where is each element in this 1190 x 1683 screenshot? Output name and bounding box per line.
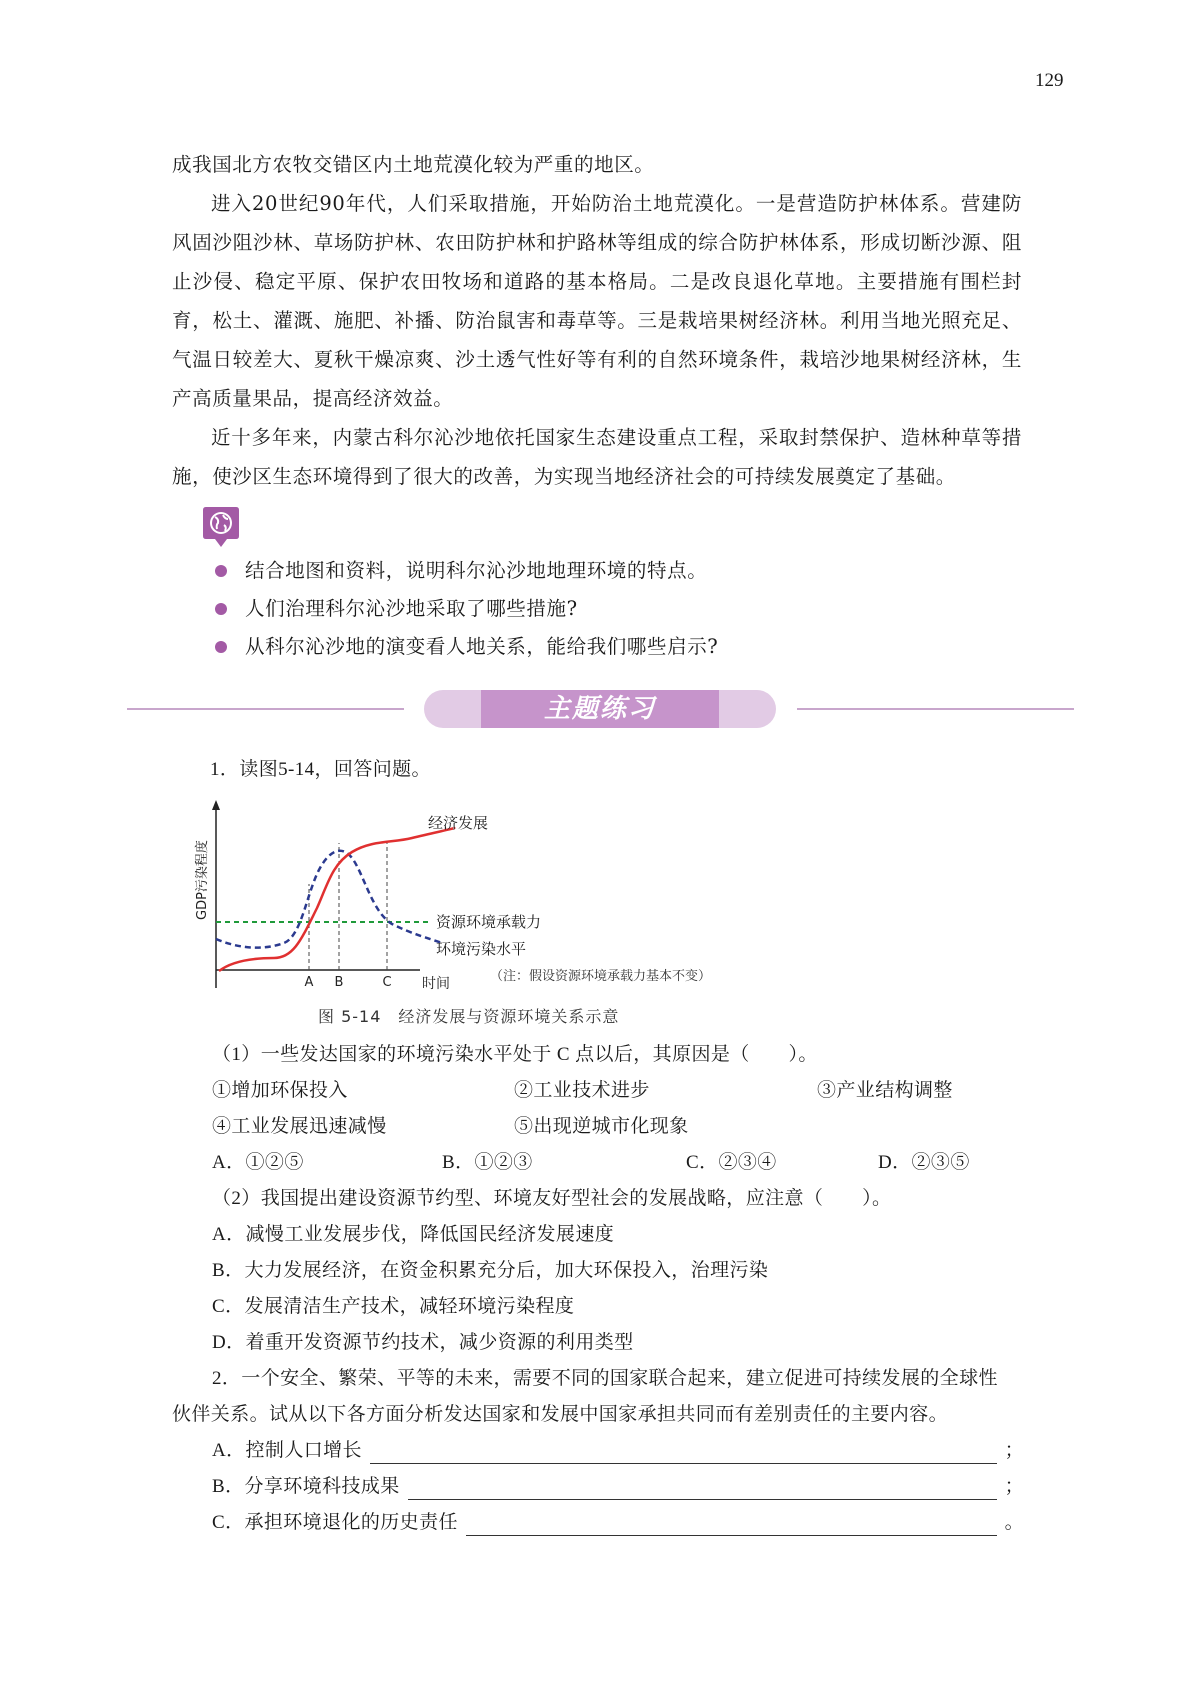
q1-choice-b: B．①②③ — [442, 1152, 533, 1173]
q2-answer-blank-c[interactable] — [466, 1511, 997, 1536]
q2-answer-blank-b[interactable] — [408, 1475, 997, 1500]
think-globe-icon — [197, 506, 245, 548]
y-axis-label: GDP污染程度 — [195, 840, 210, 920]
legend-carrying-capacity: 资源环境承载力 — [436, 913, 542, 931]
y-axis-arrow — [212, 800, 220, 810]
tick-label-a: A — [304, 975, 314, 990]
tick-label-b: B — [334, 975, 344, 990]
q1-option-1: ①增加环保投入 — [212, 1080, 348, 1101]
q1-sub1-stem: （1）一些发达国家的环境污染水平处于 C 点以后，其原因是（ ）。 — [212, 1044, 818, 1065]
page-number: 129 — [1035, 70, 1064, 91]
q2-answer-blank-a[interactable] — [370, 1439, 997, 1464]
q1-sub2-choice-c: C．发展清洁生产技术，减轻环境污染程度 — [212, 1296, 575, 1317]
list-item: 结合地图和资料，说明科尔沁沙地地理环境的特点。 — [215, 552, 718, 590]
q1-sub2-stem: （2）我国提出建设资源节约型、环境友好型社会的发展战略，应注意（ ）。 — [212, 1188, 892, 1209]
legend-economic-development: 经济发展 — [428, 814, 489, 832]
q2-item-b — [212, 1469, 1024, 1505]
q2-item-c-end: 。 — [1004, 1512, 1024, 1533]
list-item: 人们治理科尔沁沙地采取了哪些措施? — [215, 590, 718, 628]
q2-item-a — [212, 1433, 1024, 1469]
q1-option-2: ②工业技术进步 — [514, 1080, 650, 1101]
section-divider-right — [797, 708, 1074, 710]
economic-development-curve — [219, 828, 454, 971]
q2-item-b-label: B．分享环境科技成果 — [212, 1476, 400, 1497]
section-title: 主题练习 — [543, 694, 656, 724]
q2-item-c — [212, 1505, 1024, 1541]
pollution-curve — [216, 851, 442, 948]
bullet-icon — [215, 565, 227, 577]
x-axis-label: 时间 — [422, 976, 450, 992]
q1-sub2-choice-b: B．大力发展经济，在资金积累充分后，加大环保投入，治理污染 — [212, 1260, 769, 1281]
legend-pollution-level: 环境污染水平 — [436, 940, 527, 958]
q1-intro: 1．读图5-14，回答问题。 — [210, 759, 431, 780]
paragraph-continuation: 成我国北方农牧交错区内土地荒漠化较为严重的地区。 — [172, 153, 655, 176]
section-divider-left — [127, 708, 404, 710]
bullet-icon — [215, 603, 227, 615]
body-text — [172, 145, 1022, 496]
q2-item-b-end: ； — [1004, 1476, 1024, 1497]
q1-choice-d: D．②③⑤ — [878, 1152, 970, 1173]
paragraph-measures: 进入20世纪90年代，人们采取措施，开始防治土地荒漠化。一是营造防护林体系。营建防风固沙阻沙林、草场防护林、农田防护林和护路林等组成的综合防护林体系，形成切断沙源、阻止沙侵、稳定平原、保护农田牧场和道路的基本格局。二是改良退化草地。主要措施有围栏封育，松土、灌溉、施肥、补播、防治鼠害和毒草等。三是栽培果树经济林。利用当地光照充足、气温日较差大、夏秋干燥凉爽、沙土透气性好等有利的自然环境条件，栽培沙地果树经济林，生产高质量果品，提高经济效益。 — [172, 192, 1022, 410]
bullet-icon — [215, 641, 227, 653]
q1-sub2-choice-d: D．着重开发资源节约技术，减少资源的利用类型 — [212, 1332, 634, 1353]
q1-option-3: ③产业结构调整 — [817, 1080, 953, 1101]
figure-caption: 图 5-14 经济发展与资源环境关系示意 — [318, 1007, 620, 1026]
q2-item-a-label: A．控制人口增长 — [212, 1440, 362, 1461]
figure-5-14 — [192, 798, 792, 994]
list-item: 从科尔沁沙地的演变看人地关系，能给我们哪些启示? — [215, 628, 718, 666]
q1-choice-c: C．②③④ — [686, 1152, 777, 1173]
q1-option-4: ④工业发展迅速减慢 — [212, 1116, 387, 1137]
think-question-list — [215, 552, 718, 666]
tick-label-c: C — [382, 975, 392, 990]
chart-note: （注：假设资源环境承载力基本不变） — [490, 969, 712, 984]
q2-stem-line1: 2．一个安全、繁荣、平等的未来，需要不同的国家联合起来，建立促进可持续发展的全球性 — [212, 1368, 998, 1389]
q2-item-a-end: ； — [1004, 1440, 1024, 1461]
paragraph-recent: 近十多年来，内蒙古科尔沁沙地依托国家生态建设重点工程，采取封禁保护、造林种草等措施，使沙区生态环境得到了很大的改善，为实现当地经济社会的可持续发展奠定了基础。 — [172, 426, 1022, 488]
q1-option-5: ⑤出现逆城市化现象 — [514, 1116, 689, 1137]
q1-sub2-choice-a: A．减慢工业发展步伐，降低国民经济发展速度 — [212, 1224, 615, 1245]
q2-stem-line2: 伙伴关系。试从以下各方面分析发达国家和发展中国家承担共同而有差别责任的主要内容。 — [172, 1404, 949, 1425]
q2-item-c-label: C．承担环境退化的历史责任 — [212, 1512, 458, 1533]
q1-choice-a: A．①②⑤ — [212, 1152, 304, 1173]
